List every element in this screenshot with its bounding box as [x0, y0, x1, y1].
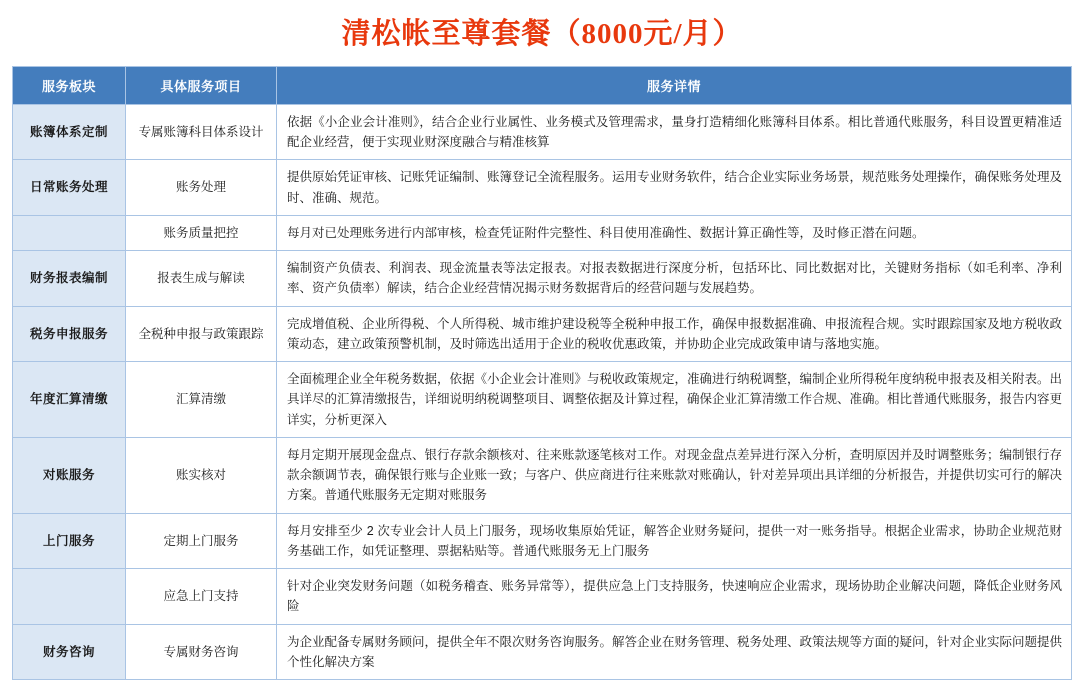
table-row	[13, 306, 1072, 362]
cell-detail: 完成增值税、企业所得税、个人所得税、城市维护建设税等全税种申报工作，确保申报数据准确、申报流程合规。实时跟踪国家及地方税收政策动态，建立政策预警机制，及时筛选出适用于企业的税收优惠政策，并协助企业完成政策申请与落地实施。	[277, 306, 1072, 362]
cell-sector: 账簿体系定制	[13, 104, 126, 160]
table-row	[13, 513, 1072, 569]
cell-item: 应急上门支持	[126, 569, 277, 625]
column-header-item: 具体服务项目	[126, 66, 277, 104]
cell-item: 汇算清缴	[126, 362, 277, 438]
cell-detail: 为企业配备专属财务顾问，提供全年不限次财务咨询服务。解答企业在财务管理、税务处理、政策法规等方面的疑问，针对企业实际问题提供个性化解决方案	[277, 624, 1072, 680]
cell-sector	[13, 569, 126, 625]
cell-sector: 年度汇算清缴	[13, 362, 126, 438]
cell-item: 账务质量把控	[126, 215, 277, 250]
cell-sector: 上门服务	[13, 513, 126, 569]
service-package-table	[12, 66, 1072, 680]
cell-detail: 针对企业突发财务问题（如税务稽查、账务异常等），提供应急上门支持服务，快速响应企业需求，现场协助企业解决问题，降低企业财务风险	[277, 569, 1072, 625]
cell-detail: 依据《小企业会计准则》，结合企业行业属性、业务模式及管理需求，量身打造精细化账簿科目体系。相比普通代账服务，科目设置更精准适配企业经营，便于实现业财深度融合与精准核算	[277, 104, 1072, 160]
cell-detail: 提供原始凭证审核、记账凭证编制、账簿登记全流程服务。运用专业财务软件，结合企业实际业务场景，规范账务处理操作，确保账务处理及时、准确、规范。	[277, 160, 1072, 216]
table-row	[13, 215, 1072, 250]
table-row	[13, 437, 1072, 513]
column-header-sector: 服务板块	[13, 66, 126, 104]
table-header-row	[13, 66, 1072, 104]
cell-detail: 全面梳理企业全年税务数据，依据《小企业会计准则》与税收政策规定，准确进行纳税调整，编制企业所得税年度纳税申报表及相关附表。出具详尽的汇算清缴报告，详细说明纳税调整项目、调整依据及计算过程，确保企业汇算清缴工作合规、准确。相比普通代账服务，报告内容更详实，分析更深入	[277, 362, 1072, 438]
page-title: 清松帐至尊套餐（8000元/月）	[341, 18, 743, 50]
cell-sector: 税务申报服务	[13, 306, 126, 362]
cell-detail: 编制资产负债表、利润表、现金流量表等法定报表。对报表数据进行深度分析，包括环比、同比数据对比，关键财务指标（如毛利率、净利率、资产负债率）解读，结合企业经营情况揭示财务数据背后的经营问题与发展趋势。	[277, 251, 1072, 307]
cell-sector: 对账服务	[13, 437, 126, 513]
cell-detail: 每月对已处理账务进行内部审核，检查凭证附件完整性、科目使用准确性、数据计算正确性等，及时修正潜在问题。	[277, 215, 1072, 250]
cell-detail: 每月安排至少 2 次专业会计人员上门服务，现场收集原始凭证，解答企业财务疑问，提供一对一账务指导。根据企业需求，协助企业规范财务基础工作，如凭证整理、票据粘贴等。普通代账服务无上门服务	[277, 513, 1072, 569]
cell-item: 专属账簿科目体系设计	[126, 104, 277, 160]
cell-item: 专属财务咨询	[126, 624, 277, 680]
cell-detail: 每月定期开展现金盘点、银行存款余额核对、往来账款逐笔核对工作。对现金盘点差异进行深入分析，查明原因并及时调整账务；编制银行存款余额调节表，确保银行账与企业账一致；与客户、供应商进行往来账款对账确认，针对差异项出具详细的分析报告，并提供切实可行的解决方案。普通代账服务无定期对账服务	[277, 437, 1072, 513]
table-row	[13, 624, 1072, 680]
table-row	[13, 251, 1072, 307]
cell-sector: 日常账务处理	[13, 160, 126, 216]
table-row	[13, 160, 1072, 216]
table-header	[13, 66, 1072, 104]
cell-item: 账务处理	[126, 160, 277, 216]
cell-item: 全税种申报与政策跟踪	[126, 306, 277, 362]
cell-item: 报表生成与解读	[126, 251, 277, 307]
table-body	[13, 104, 1072, 679]
cell-sector: 财务咨询	[13, 624, 126, 680]
column-header-detail: 服务详情	[277, 66, 1072, 104]
cell-sector	[13, 215, 126, 250]
cell-sector: 财务报表编制	[13, 251, 126, 307]
table-row	[13, 362, 1072, 438]
cell-item: 账实核对	[126, 437, 277, 513]
table-row	[13, 569, 1072, 625]
cell-item: 定期上门服务	[126, 513, 277, 569]
table-row	[13, 104, 1072, 160]
